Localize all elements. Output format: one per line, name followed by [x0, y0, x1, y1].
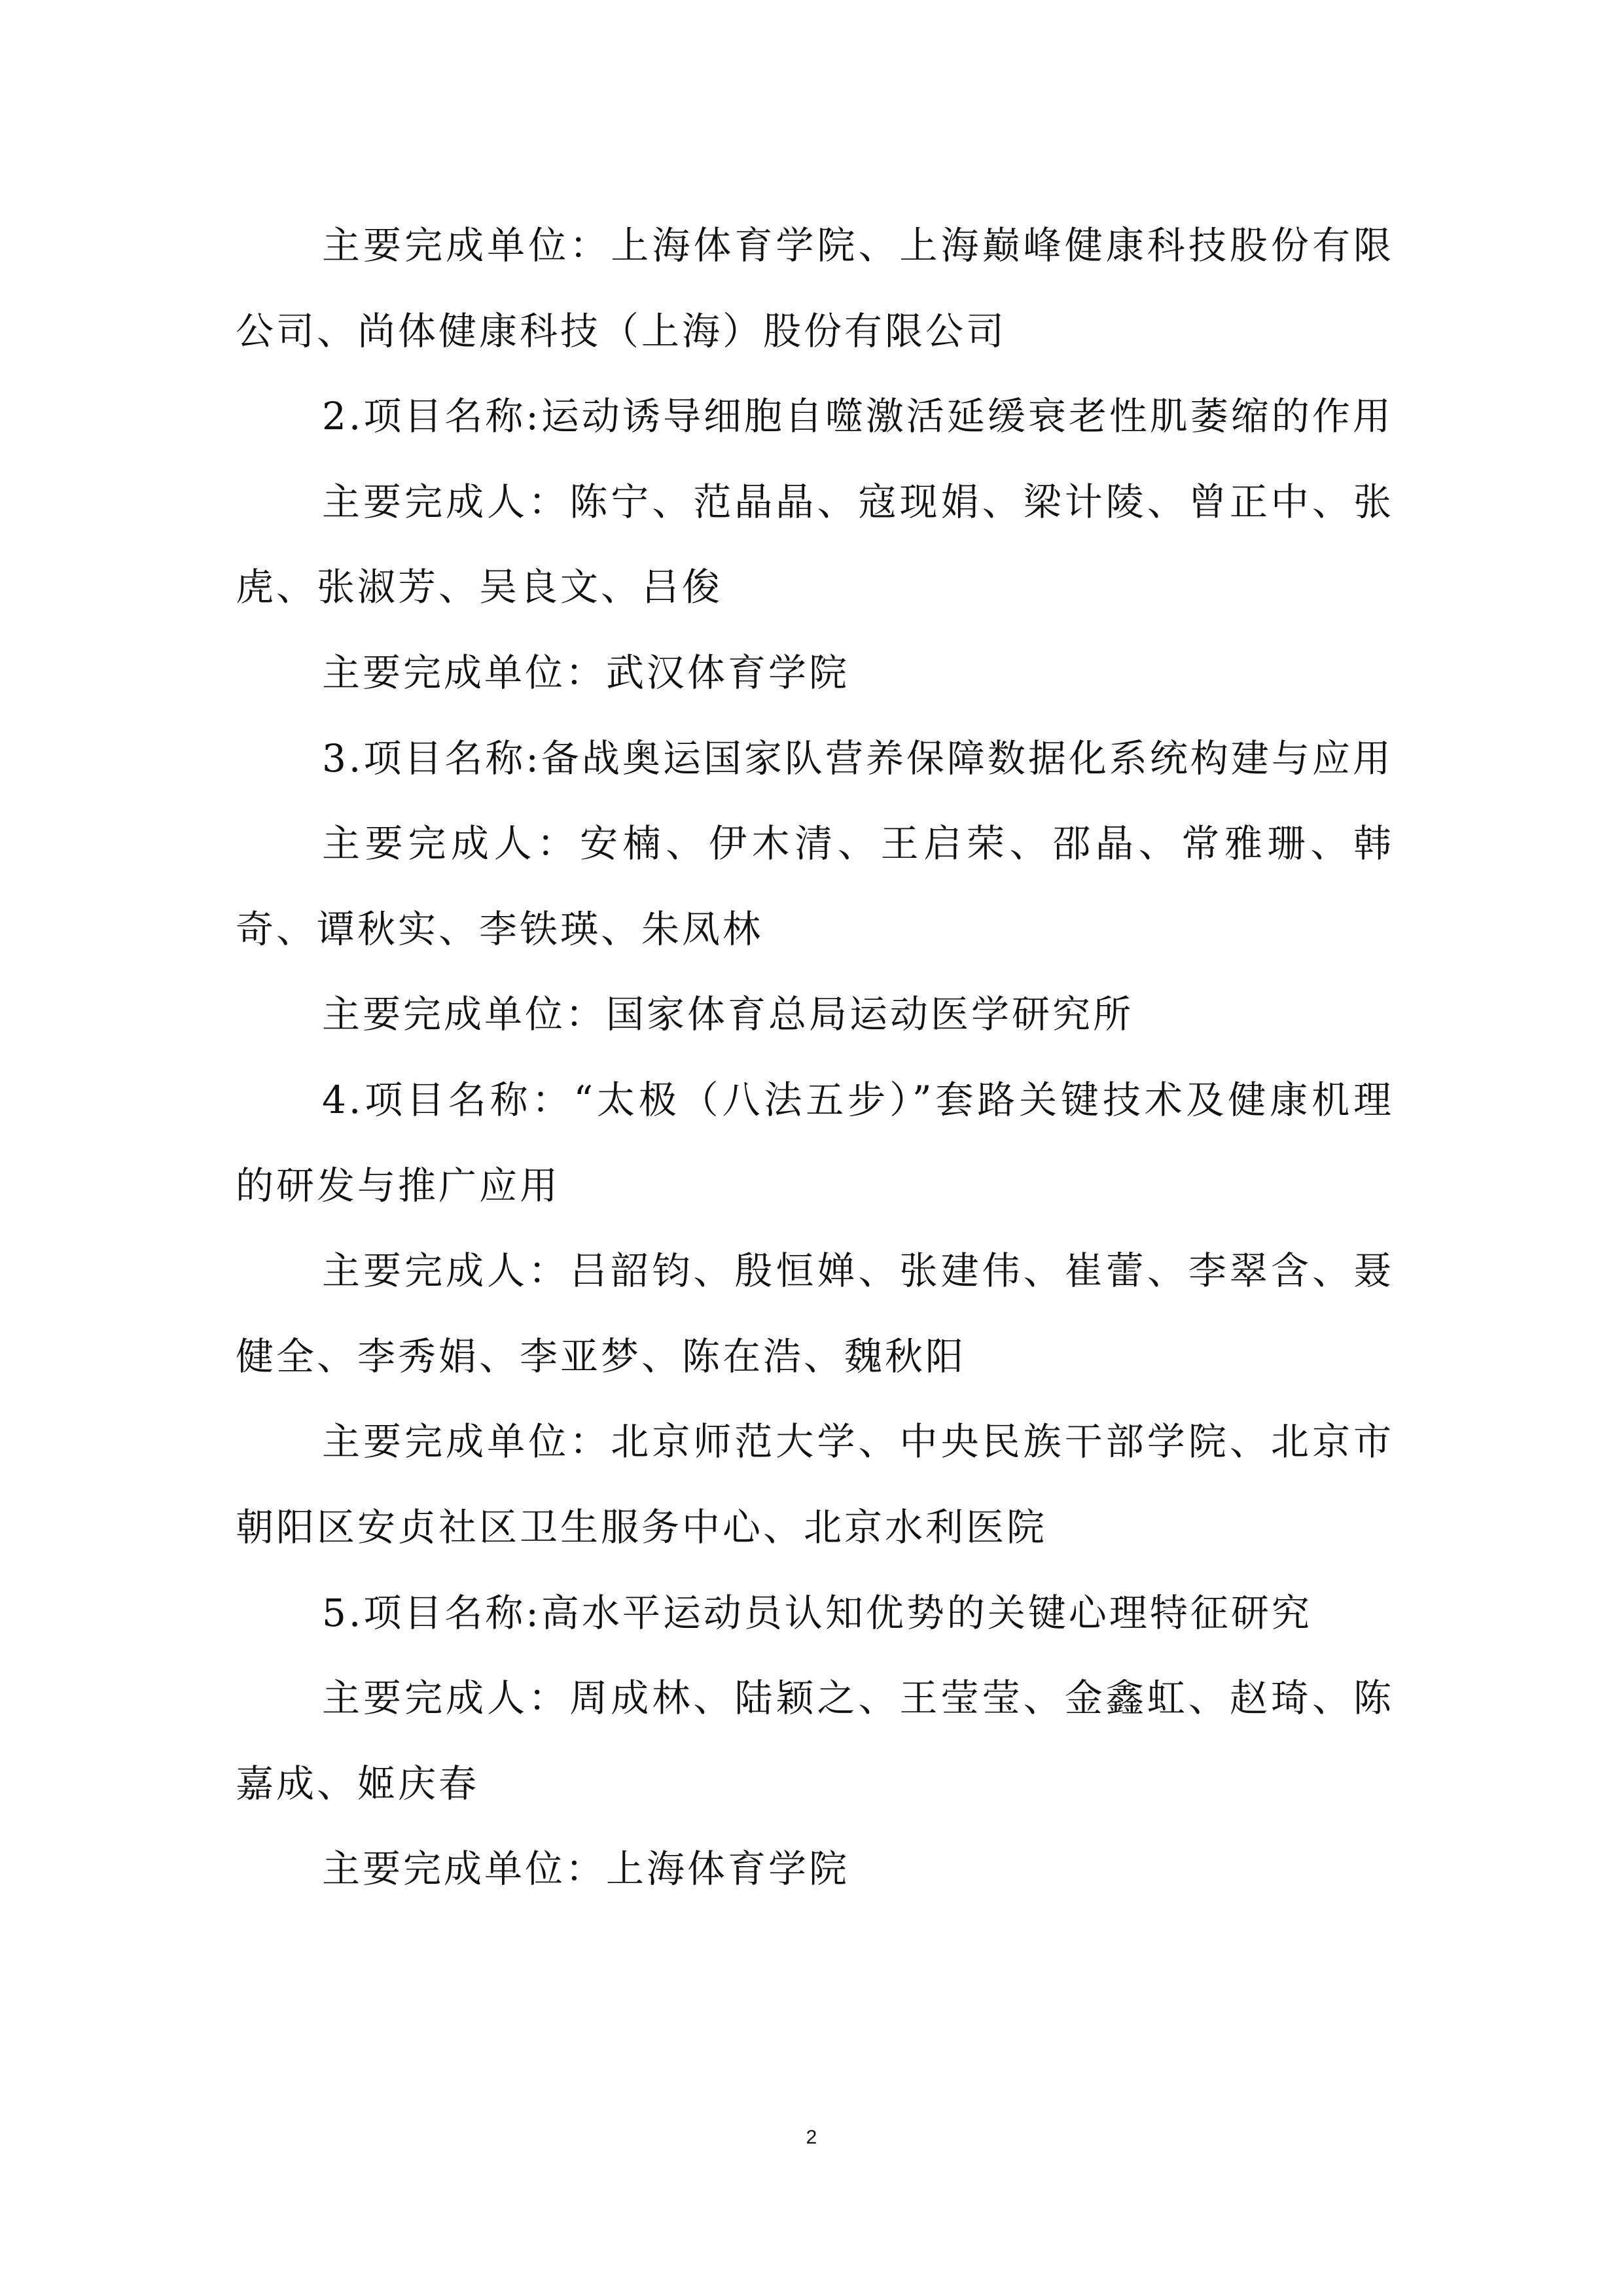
page-number: 2	[806, 2127, 817, 2148]
paragraph-project-5-unit: 主要完成单位：上海体育学院	[322, 1846, 850, 1892]
paragraph-project-4-people: 主要完成人：吕韶钧、殷恒婵、张建伟、崔蕾、李翠含、聂健全、李秀娟、李亚梦、陈在浩、魏秋阳	[236, 1248, 1394, 1379]
paragraph-project-2-title: 2.项目名称:运动诱导细胞自噬激活延缓衰老性肌萎缩的作用	[322, 394, 1393, 439]
paragraph-project-2-people: 主要完成人：陈宁、范晶晶、寇现娟、梁计陵、曾正中、张虎、张淑芳、吴良文、吕俊	[236, 479, 1394, 610]
paragraph-project-3-unit: 主要完成单位：国家体育总局运动医学研究所	[322, 992, 1134, 1037]
paragraph-project-3-title: 3.项目名称:备战奥运国家队营养保障数据化系统构建与应用	[322, 735, 1393, 781]
paragraph-project-5-people: 主要完成人：周成林、陆颖之、王莹莹、金鑫虹、赵琦、陈嘉成、姬庆春	[236, 1676, 1394, 1806]
paragraph-project-4-unit: 主要完成单位：北京师范大学、中央民族干部学院、北京市朝阳区安贞社区卫生服务中心、北京水利医院	[236, 1419, 1394, 1549]
paragraph-project-5-title: 5.项目名称:高水平运动员认知优势的关键心理特征研究	[322, 1590, 1312, 1635]
paragraph-project-2-unit: 主要完成单位：武汉体育学院	[322, 650, 850, 695]
paragraph-project-4-title: 4.项目名称：“太极（八法五步）”套路关键技术及健康机理的研发与推广应用	[236, 1077, 1394, 1208]
paragraph-project-3-people: 主要完成人：安楠、伊木清、王启荣、邵晶、常雅珊、韩奇、谭秋实、李铁瑛、朱凤林	[236, 821, 1394, 951]
paragraph-unit-1: 主要完成单位：上海体育学院、上海巅峰健康科技股份有限公司、尚体健康科技（上海）股份有限公司	[236, 223, 1394, 353]
document-body	[236, 203, 1394, 1912]
